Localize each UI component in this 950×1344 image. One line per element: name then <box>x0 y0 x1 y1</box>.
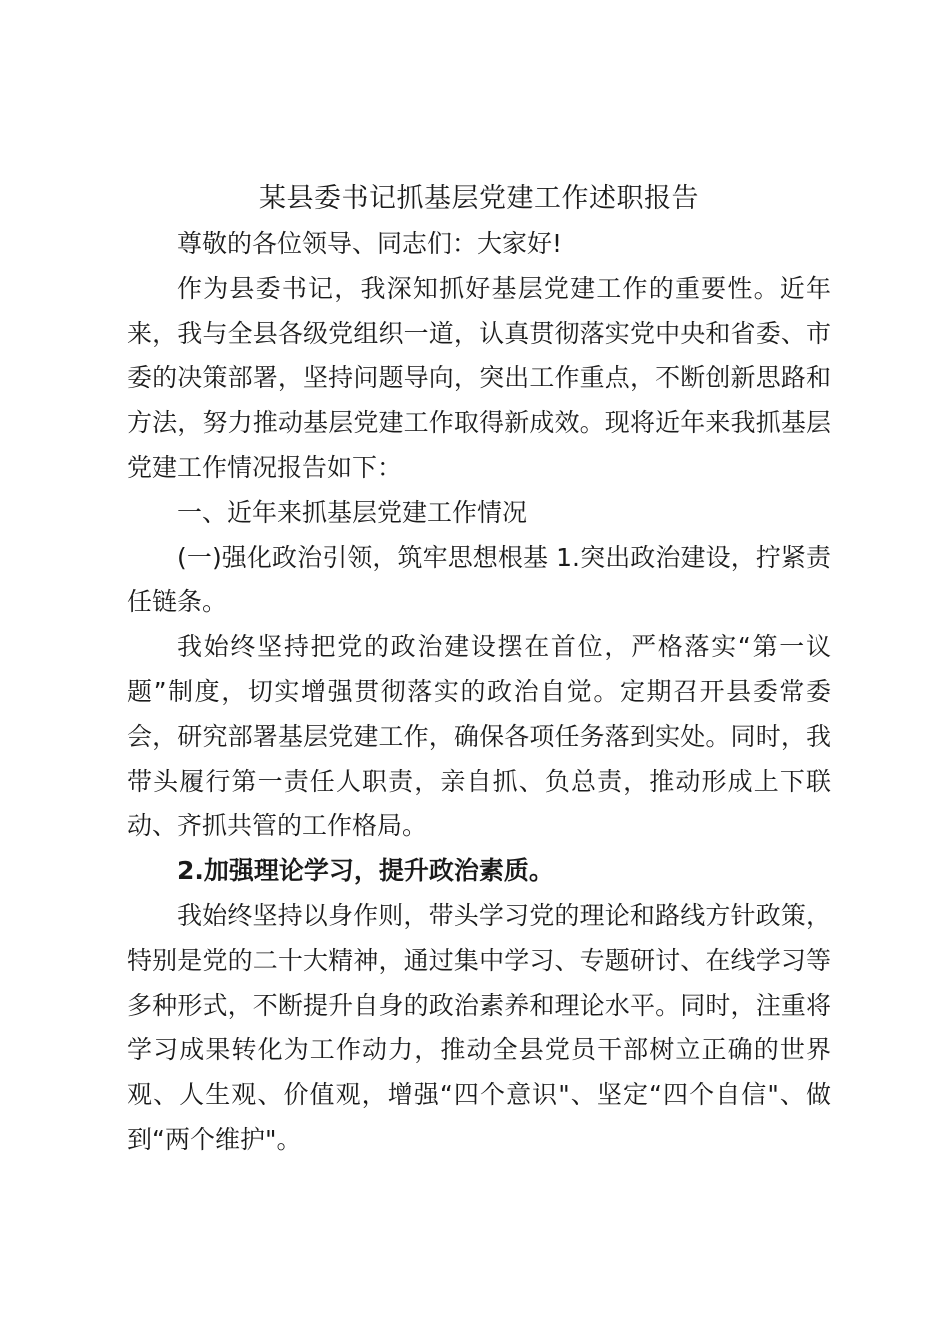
greeting-paragraph: 尊敬的各位领导、同志们：大家好! <box>177 229 563 258</box>
section-heading: 一、近年来抓基层党建工作情况 <box>177 497 528 527</box>
body-paragraph: 我始终坚持以身作则，带头学习党的理论和路线方针政策，特别是党的二十大精神，通过集中学习、专题研讨、在线学习等多种形式，不断提升自身的政治素养和理论水平。同时，注重将学习成果转化为工作动力，推动全县党员干部树立正确的世界观、人生观、价值观，增强“四个意识"、坚定“四个自信"、做到“两个维护"。 <box>127 900 831 1154</box>
bold-subheading: 2.加强理论学习，提升政治素质。 <box>177 856 554 886</box>
intro-paragraph: 作为县委书记，我深知抓好基层党建工作的重要性。近年来，我与全县各级党组织一道，认真贯彻落实党中央和省委、市委的决策部署，坚持问题导向，突出工作重点，不断创新思路和方法，努力推动基层党建工作取得新成效。现将近年来我抓基层党建工作情况报告如下： <box>127 273 831 482</box>
subsection-heading: (一)强化政治引领，筑牢思想根基 1.突出政治建设，拧紧责任链条。 <box>127 542 831 617</box>
body-paragraph: 我始终坚持把党的政治建设摆在首位，严格落实“第一议题”制度，切实增强贯彻落实的政治自觉。定期召开县委常委会，研究部署基层党建工作，确保各项任务落到实处。同时，我带头履行第一责任人职责，亲自抓、负总责，推动形成上下联动、齐抓共管的工作格局。 <box>127 632 831 841</box>
document-title: 某县委书记抓基层党建工作述职报告 <box>259 183 699 214</box>
document-page <box>127 176 831 1163</box>
